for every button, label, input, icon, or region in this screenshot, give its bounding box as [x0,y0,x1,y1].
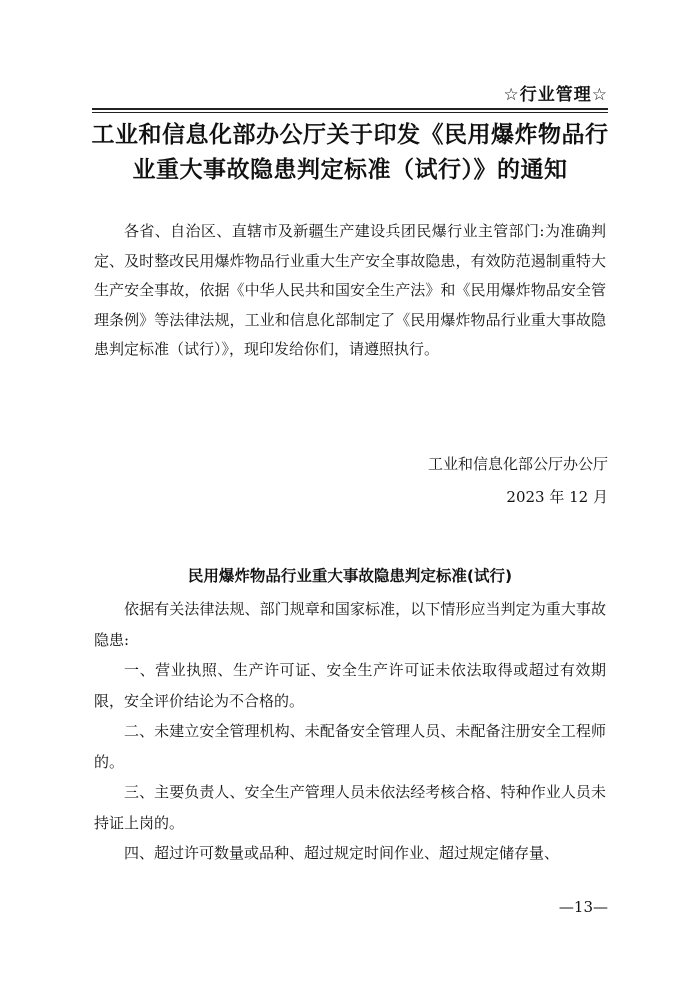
issuer-name: 工业和信息化部公厅办公厅 [427,455,608,473]
standard-paragraph: 一、营业执照、生产许可证、安全生产许可证未依法取得或超过有效期限，安全评价结论为不合格的。 [94,661,606,710]
issue-date: 2023 年 12 月 [506,488,608,506]
page-number: —13— [558,898,608,916]
header-rule [92,108,608,110]
notice-body: 各省、自治区、直辖市及新疆生产建设兵团民爆行业主管部门:为准确判定、及时整改民用爆炸物品行业重大生产安全事故隐患，有效防范遏制重特大生产安全事故，依据《中华人民共和国安全生产法》和《民用爆炸物品安全管理条例》等法律法规，工业和信息化部制定了《民用爆炸物品行业重大事故隐患判定标准（试行）》，现印发给你们，请遵照执行。 [94,222,606,358]
signature-block [428,448,608,514]
standard-paragraph: 四、超过许可数量或品种、超过规定时间作业、超过规定储存量、 [124,844,560,862]
standard-paragraph: 三、主要负责人、安全生产管理人员未依法经考核合格、特种作业人员未持证上岗的。 [94,783,606,832]
header-rule-thin [92,112,608,113]
standard-paragraph: 二、未建立安全管理机构、未配备安全管理人员、未配备注册安全工程师的。 [94,722,606,771]
section-tag: ☆行业管理☆ [503,85,608,105]
standard-paragraph: 依据有关法律法规、部门规章和国家标准，以下情形应当判定为重大事故隐患: [94,600,606,649]
standard-body [94,594,606,869]
standard-title: 民用爆炸物品行业重大事故隐患判定标准(试行) [187,567,513,585]
document-title: 工业和信息化部办公厅关于印发《民用爆炸物品行业重大事故隐患判定标准（试行）》的通知 [91,122,609,183]
